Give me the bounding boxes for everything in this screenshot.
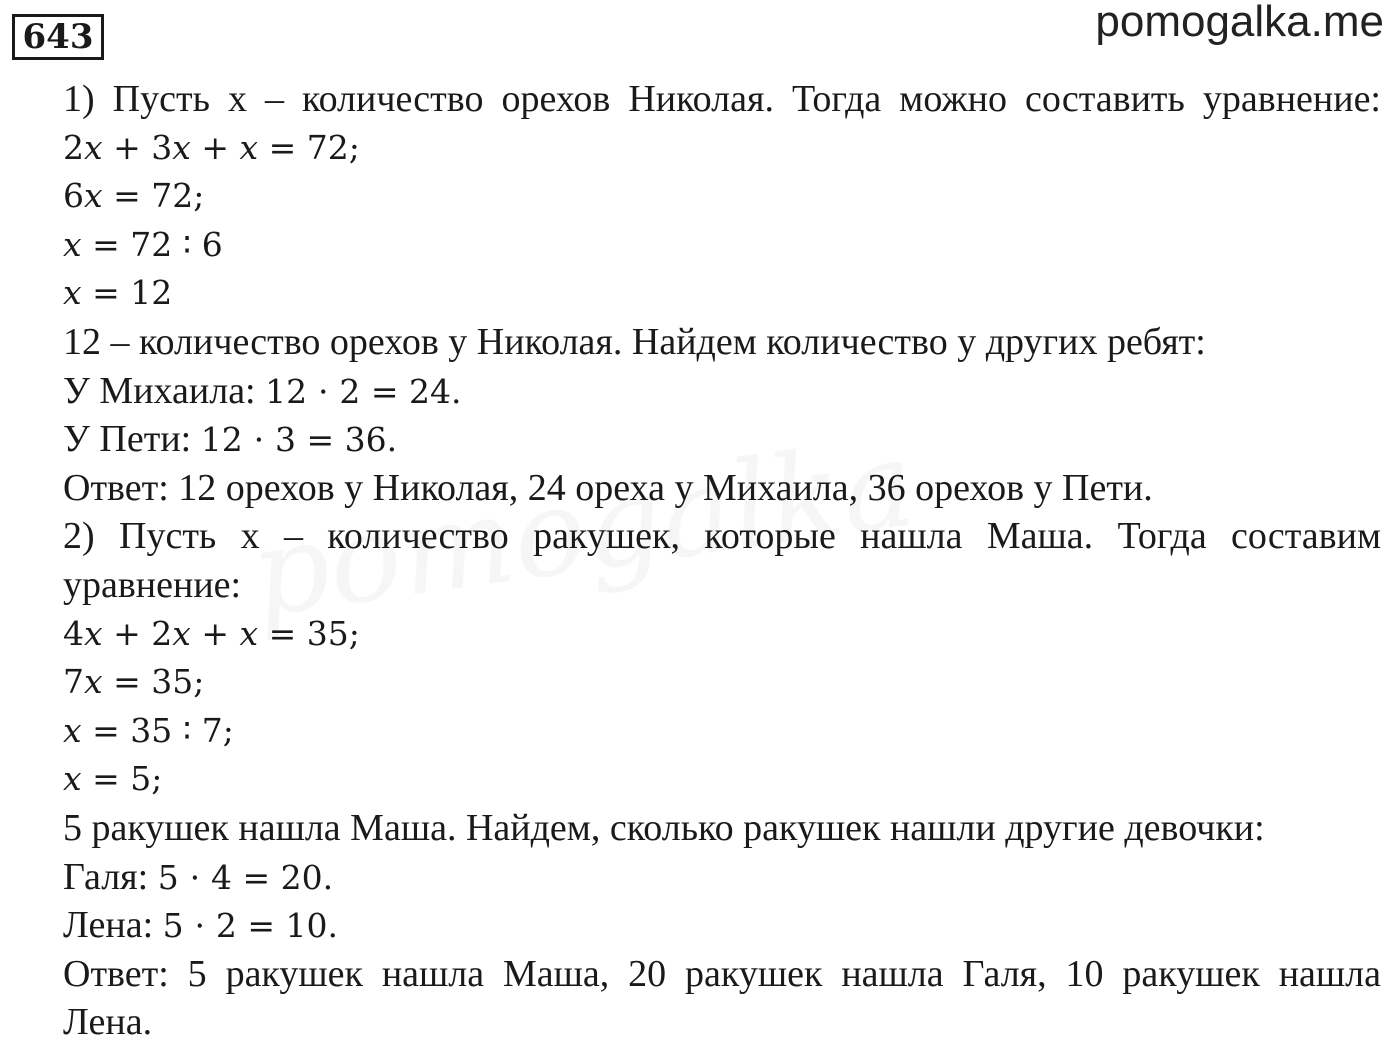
- result-formula: 12 ⋅ 2 = 24.: [265, 371, 462, 411]
- result-label: Лена:: [63, 904, 163, 947]
- equation-line: 𝑥 = 72 ∶ 6: [63, 224, 223, 264]
- result-label: Галя:: [63, 855, 158, 898]
- equation-line: 𝑥 = 12: [63, 273, 173, 313]
- equation-line: 𝑥 = 5;: [63, 759, 163, 799]
- equation-line: 𝑥 = 35 ∶ 7;: [63, 710, 234, 750]
- result-line: [63, 901, 1381, 950]
- text-line: 1) Пусть х – количество орехов Николая. Тогда можно составить уравнение:: [63, 78, 1381, 120]
- text-line: уравнение:: [63, 563, 242, 606]
- result-formula: 12 ⋅ 3 = 36.: [200, 420, 398, 460]
- answer-line: Ответ: 5 ракушек нашла Маша, 20 ракушек нашла Галя, 10 ракушек нашла: [63, 952, 1381, 995]
- text-line: 5 ракушек нашла Маша. Найдем, сколько ракушек нашли другие девочки:: [63, 806, 1265, 849]
- text-line: 2) Пусть х – количество ракушек, которые нашла Маша. Тогда составим: [63, 515, 1381, 558]
- result-formula: 5 ⋅ 2 = 10.: [162, 906, 339, 946]
- solution-text: [63, 75, 1381, 1047]
- result-line: [63, 415, 1381, 464]
- answer-line: Ответ: 12 орехов у Николая, 24 ореха у Михаила, 36 орехов у Пети.: [63, 466, 1153, 509]
- equation-line: 4𝑥 + 2𝑥 + 𝑥 = 35;: [63, 613, 360, 653]
- task-number: 643: [12, 14, 104, 60]
- result-line: [63, 367, 1381, 416]
- site-name: pomogalka.me: [1095, 0, 1384, 46]
- text-line: Лена.: [63, 1001, 153, 1044]
- result-label: У Михаила:: [63, 369, 266, 412]
- equation-line: 6𝑥 = 72;: [63, 176, 205, 216]
- result-line: [63, 853, 1381, 902]
- result-label: У Пети:: [63, 418, 201, 461]
- result-formula: 5 ⋅ 4 = 20.: [157, 857, 334, 897]
- equation-line: 7𝑥 = 35;: [63, 662, 205, 702]
- equation-line: 2𝑥 + 3𝑥 + 𝑥 = 72;: [63, 127, 360, 167]
- text-line: 12 – количество орехов у Николая. Найдем количество у других ребят:: [63, 320, 1206, 363]
